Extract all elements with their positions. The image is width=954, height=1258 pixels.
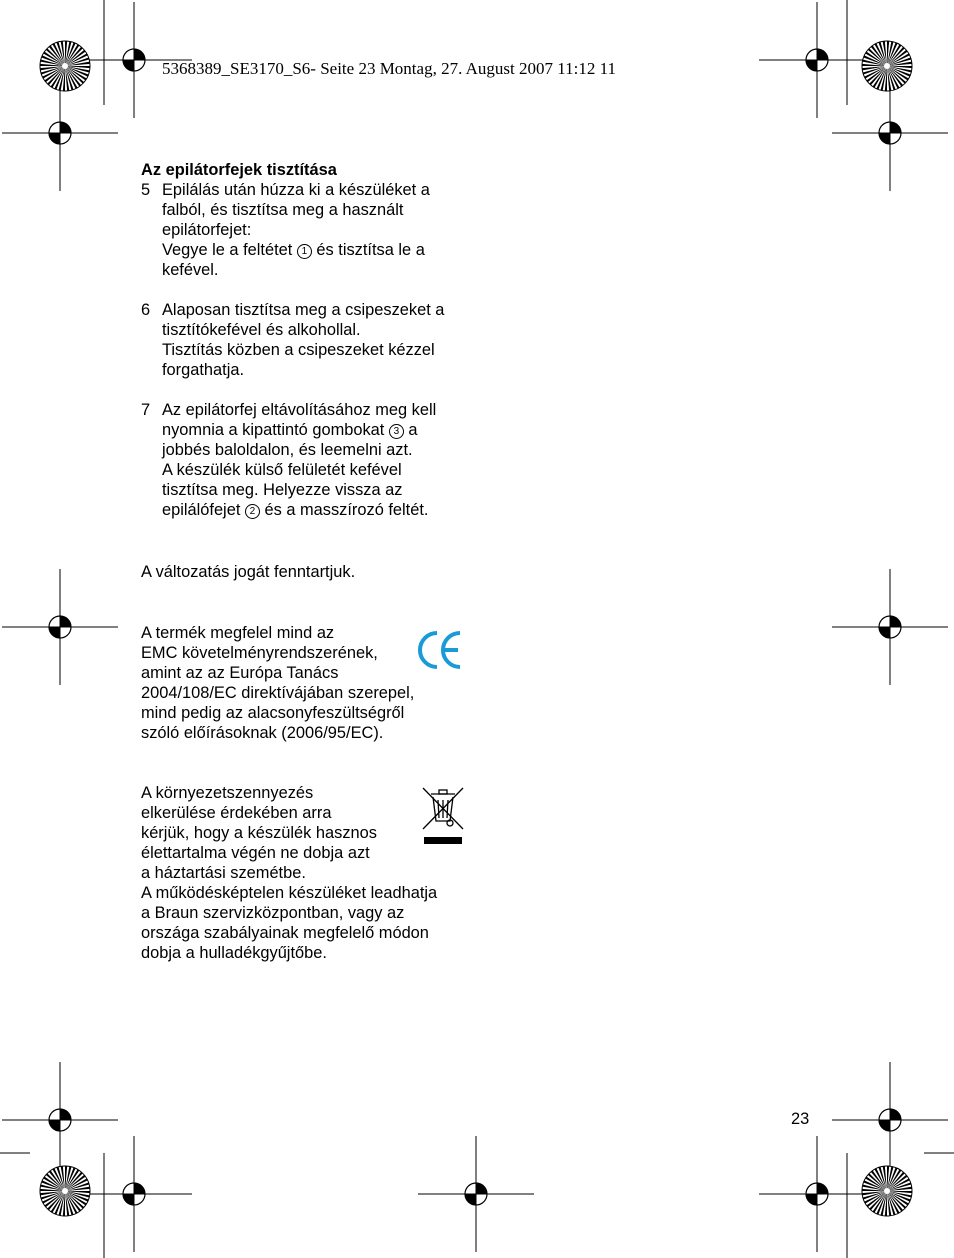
- step-line: epilátorfejet:: [162, 221, 252, 239]
- rights-notice: A változatás jogát fenntartjuk.: [141, 563, 356, 581]
- step-line: jobbés baloldalon, és leemelni azt.: [162, 441, 413, 459]
- star-target-icon: [40, 1166, 90, 1216]
- step-line: Epilálás után húzza ki a készüléket a: [162, 181, 430, 199]
- register-cross-icon: [832, 569, 948, 685]
- part-reference: 3: [389, 424, 404, 439]
- register-cross-icon: [832, 1062, 948, 1178]
- step-line: tisztítsa meg. Helyezze vissza az: [162, 481, 403, 499]
- register-cross-icon: [832, 75, 948, 191]
- part-reference: 1: [297, 244, 312, 259]
- star-center: [884, 1188, 890, 1194]
- step-line: Tisztítás közben a csipeszeket kézzel: [162, 341, 435, 359]
- ce-compliance-text: A termék megfelel mind az EMC követelményrendszerének, amint az az Európa Tanács 2004/108/EC direktívájában szerepel, mind pedig az alacsonyfeszültségről szóló előírásoknak (2006/95/EC).: [141, 624, 415, 742]
- star-center: [62, 1188, 68, 1194]
- step-number: 7: [141, 401, 151, 419]
- register-cross-icon: [2, 1062, 118, 1178]
- register-cross-icon: [418, 1136, 534, 1252]
- step-7: [141, 400, 471, 520]
- register-cross-icon: [759, 1136, 875, 1252]
- step-6: [141, 300, 471, 380]
- register-cross-icon: [76, 1136, 192, 1252]
- crossed-out-wheelie-bin-icon: [421, 785, 465, 845]
- section-heading: Az epilátorfejek tisztítása: [141, 161, 337, 179]
- step-line: Alaposan tisztítsa meg a csipeszeket a: [162, 301, 445, 319]
- star-target-icon: [862, 1166, 912, 1216]
- step-line: kefével.: [162, 261, 219, 279]
- part-reference: 2: [245, 504, 260, 519]
- star-center: [62, 63, 68, 69]
- step-number: 6: [141, 301, 151, 319]
- register-cross-icon: [2, 75, 118, 191]
- step-line: tisztítókefével és alkohollal.: [162, 321, 361, 339]
- step-5: [141, 180, 471, 280]
- step-line: Az epilátorfej eltávolításához meg kell: [162, 401, 437, 419]
- print-slug: 5368389_SE3170_S6- Seite 23 Montag, 27. August 2007 11:12 11: [162, 59, 616, 78]
- star-center: [884, 63, 890, 69]
- star-target-icon: [862, 41, 912, 91]
- page-number: 23: [791, 1110, 810, 1128]
- step-number: 5: [141, 181, 151, 199]
- step-line: forgathatja.: [162, 361, 245, 379]
- step-line: A készülék külső felületét kefével: [162, 461, 402, 479]
- register-cross-icon: [759, 2, 875, 118]
- step-line: nyomnia a kipattintó gombokat 3 a: [162, 421, 418, 439]
- register-cross-icon: [2, 569, 118, 685]
- weee-disposal-text: A környezetszennyezés elkerülése érdekében arra kérjük, hogy a készülék hasznos élettartalma végén ne dobja azt a háztartási szemétbe. A működésképtelen készüléket leadhatja a Braun szervizközpontban, vagy az országa szabályainak megfelelő módon dobja a hulladékgyűjtőbe.: [141, 784, 438, 962]
- step-line: Vegye le a feltétet 1 és tisztítsa le a: [162, 241, 425, 259]
- ce-mark-icon: [417, 630, 463, 670]
- page-content: [141, 160, 471, 963]
- star-target-icon: [40, 41, 90, 91]
- step-line: epilálófejet 2 és a masszírozó feltét.: [162, 501, 429, 519]
- step-line: falból, és tisztítsa meg a használt: [162, 201, 404, 219]
